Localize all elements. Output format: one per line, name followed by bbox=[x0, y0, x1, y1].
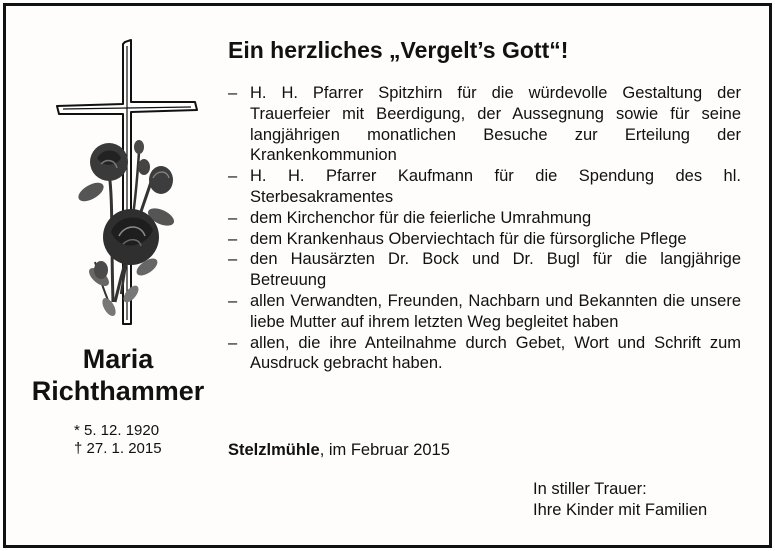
list-item-text: allen, die ihre Anteilnahme durch Gebet, Wort und Schrift zum Ausdruck gebracht haben. bbox=[250, 333, 741, 373]
list-item bbox=[226, 291, 741, 333]
dash-bullet: – bbox=[228, 84, 238, 102]
page-title: Ein herzliches „Vergelt’s Gott“! bbox=[228, 37, 569, 63]
list-item-text: H. H. Pfarrer Spitzhirn für die würdevolle Gestaltung der Trauerfeier mit Beerdigung, der Aussegnung sowie für seine langjährigen monatlichen Besuche zur Erteilung der Krankenkommunion bbox=[250, 84, 741, 165]
list-item bbox=[226, 249, 741, 291]
list-item bbox=[226, 208, 741, 229]
dash-bullet: – bbox=[228, 250, 238, 269]
date-text: , im Februar 2015 bbox=[319, 441, 450, 459]
deceased-first-name: Maria bbox=[82, 344, 154, 374]
list-item-text: den Hausärzten Dr. Bock und Dr. Bugl für die langjährige Betreuung bbox=[250, 250, 741, 290]
place-name: Stelzlmühle bbox=[228, 441, 320, 459]
life-dates bbox=[74, 422, 162, 458]
memorial-column bbox=[6, 6, 226, 545]
list-item bbox=[226, 166, 741, 208]
birth-date: * 5. 12. 1920 bbox=[74, 422, 160, 439]
list-item bbox=[226, 229, 741, 250]
dash-bullet: – bbox=[228, 229, 238, 248]
list-item bbox=[226, 333, 741, 375]
deceased-last-name: Richthammer bbox=[31, 376, 205, 406]
list-item-text: dem Kirchenchor für die feierliche Umrahmung bbox=[250, 208, 592, 227]
list-item-text: H. H. Pfarrer Kaufmann für die Spendung des hl. Sterbesakramentes bbox=[250, 167, 741, 206]
dash-bullet: – bbox=[228, 167, 238, 186]
closing-line-1: In stiller Trauer: bbox=[533, 480, 647, 498]
list-item bbox=[226, 83, 741, 166]
thanks-list bbox=[226, 83, 741, 374]
dash-bullet: – bbox=[228, 333, 238, 352]
death-date: † 27. 1. 2015 bbox=[74, 440, 162, 457]
obituary-card bbox=[3, 3, 772, 548]
list-item-text: allen Verwandten, Freunden, Nachbarn und Bekannten die unsere liebe Mutter auf ihrem letzten Weg begleitet haben bbox=[250, 291, 741, 331]
place-and-date bbox=[228, 439, 450, 461]
list-item-text: dem Krankenhaus Oberviechtach für die fürsorgliche Pflege bbox=[250, 229, 687, 248]
closing-line-2: Ihre Kinder mit Familien bbox=[533, 501, 708, 519]
signature-block bbox=[533, 479, 707, 521]
dash-bullet: – bbox=[228, 208, 238, 227]
cross-with-roses-icon bbox=[51, 32, 201, 332]
dash-bullet: – bbox=[228, 291, 238, 310]
